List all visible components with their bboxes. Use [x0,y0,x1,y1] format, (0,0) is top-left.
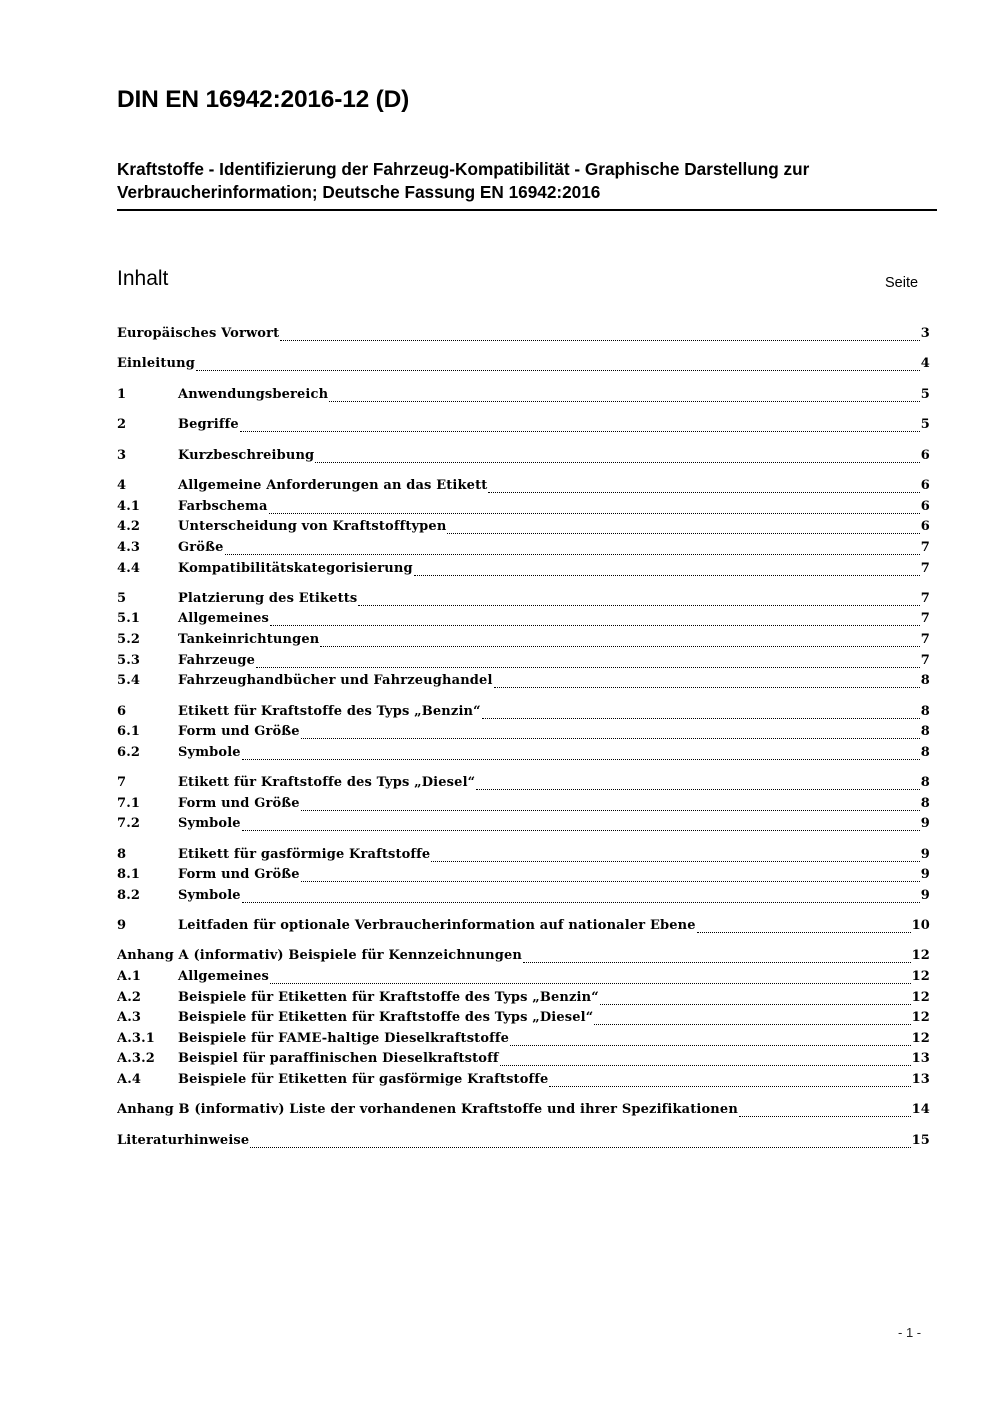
toc-dot-leader [329,400,920,402]
toc-entry-page: 6 [920,448,930,463]
toc-entry-number: 5.1 [117,611,141,626]
toc-dot-leader [594,1023,910,1025]
toc-entry[interactable] [117,888,930,908]
toc-entry-page: 8 [920,745,930,760]
toc-entry-page: 12 [911,1010,930,1025]
toc-dot-leader [270,624,920,626]
toc-entry-page: 6 [920,499,930,514]
toc-dot-leader [242,901,920,903]
toc-entry[interactable] [117,448,930,468]
toc-dot-leader [510,1044,911,1046]
toc-entry-page: 13 [911,1051,930,1066]
toc-entry-number: 6 [117,704,127,719]
toc-entry-title: Einleitung [117,356,195,371]
toc-dot-leader [739,1115,911,1117]
toc-entry-page: 7 [920,561,930,576]
toc-entry-number: 5.2 [117,632,141,647]
toc-entry-number: 9 [117,918,127,933]
toc-dot-leader [500,1064,911,1066]
toc-entry-title: Form und Größe [178,724,300,739]
toc-entry-number: 5.4 [117,673,141,688]
toc-entry-number: 5.3 [117,653,141,668]
toc-entry-title: Form und Größe [178,796,300,811]
toc-entry-title: Beispiele für FAME-haltige Dieselkraftstoffe [178,1031,510,1046]
toc-dot-leader [269,512,920,514]
toc-entry-title: Beispiele für Etiketten für gasförmige Kraftstoffe [178,1072,549,1087]
toc-entry-title: Literaturhinweise [117,1133,250,1148]
toc-entry-number: 6.2 [117,745,141,760]
toc-entry[interactable] [117,1102,930,1122]
toc-entry-number: 4.1 [117,499,141,514]
toc-dot-leader [315,461,920,463]
toc-entry-number: 8.1 [117,867,141,882]
toc-entry-title: Platzierung des Etiketts [178,591,358,606]
toc-dot-leader [242,829,920,831]
toc-entry-page: 9 [920,888,930,903]
toc-entry-number: 2 [117,417,127,432]
toc-entry-number: 5 [117,591,127,606]
toc-entry-title: Etikett für Kraftstoffe des Typs „Diesel“ [178,775,476,790]
toc-entry[interactable] [117,519,930,539]
toc-dot-leader [301,880,920,882]
toc-entry[interactable] [117,561,930,581]
toc-dot-leader [414,574,920,576]
toc-entry[interactable] [117,724,930,744]
toc-entry-title: Farbschema [178,499,268,514]
toc-dot-leader [301,737,920,739]
toc-entry-title: Etikett für Kraftstoffe des Typs „Benzin“ [178,704,481,719]
toc-entry-page: 7 [920,653,930,668]
toc-entry[interactable] [117,478,930,498]
toc-entry-page: 8 [920,724,930,739]
toc-entry-page: 7 [920,540,930,555]
toc-entry[interactable] [117,632,930,652]
toc-entry-number: A.3.2 [117,1051,155,1066]
toc-entry[interactable] [117,969,930,989]
document-subtitle: Kraftstoffe - Identifizierung der Fahrzeug-Kompatibilität - Graphische Darstellung zur Verbraucherinformation; Deutsche Fassung EN 16942:2016 [117,159,810,202]
toc-entry[interactable] [117,775,930,795]
toc-entry-number: 4.3 [117,540,141,555]
toc-dot-leader [549,1085,910,1087]
title-divider [117,209,937,211]
toc-entry[interactable] [117,1010,930,1030]
toc-entry-title: Symbole [178,745,241,760]
toc-entry-title: Form und Größe [178,867,300,882]
toc-entry-number: 8 [117,847,127,862]
toc-entry-page: 9 [920,867,930,882]
toc-entry[interactable] [117,673,930,693]
toc-heading: Inhalt [117,267,169,290]
toc-entry-title: Anwendungsbereich [178,387,329,402]
toc-entry[interactable] [117,387,930,407]
toc-entry[interactable] [117,704,930,724]
toc-entry-page: 6 [920,519,930,534]
page-number: - 1 - [898,1325,922,1340]
toc-dot-leader [250,1146,910,1148]
toc-dot-leader [320,645,919,647]
toc-entry-title: Anhang B (informativ) Liste der vorhandenen Kraftstoffe und ihrer Spezifikationen [117,1102,738,1117]
toc-entry-page: 8 [920,775,930,790]
toc-entry-title: Größe [178,540,224,555]
toc-entry-page: 4 [920,356,930,371]
toc-entry-title: Unterscheidung von Kraftstofftypen [178,519,447,534]
toc-entry-number: A.3.1 [117,1031,155,1046]
toc-entry[interactable] [117,611,930,631]
toc-entry-title: Allgemeine Anforderungen an das Etikett [178,478,488,493]
toc-entry-number: A.1 [117,969,142,984]
toc-entry[interactable] [117,326,930,346]
toc-dot-leader [242,758,920,760]
toc-entry-page: 12 [911,990,930,1005]
toc-entry[interactable] [117,1051,930,1071]
toc-entry-page: 6 [920,478,930,493]
toc-entry-number: 4.4 [117,561,141,576]
toc-entry-number: 7.2 [117,816,141,831]
toc-entry-page: 5 [920,417,930,432]
toc-entry[interactable] [117,867,930,887]
toc-entry[interactable] [117,1072,930,1092]
toc-entry-number: 4.2 [117,519,141,534]
toc-entry-title: Symbole [178,816,241,831]
toc-dot-leader [256,666,920,668]
toc-dot-leader [240,430,920,432]
toc-entry-title: Kurzbeschreibung [178,448,315,463]
toc-entry-page: 7 [920,591,930,606]
toc-entry-title: Beispiel für paraffinischen Dieselkraftstoff [178,1051,499,1066]
toc-entry-title: Kompatibilitätskategorisierung [178,561,413,576]
toc-page-column-label: Seite [885,275,919,291]
toc-dot-leader [476,788,920,790]
toc-entry-title: Begriffe [178,417,239,432]
toc-entry-title: Allgemeines [178,969,269,984]
toc-dot-leader [270,982,911,984]
toc-entry-number: A.4 [117,1072,142,1087]
toc-dot-leader [431,860,919,862]
toc-entry-page: 10 [911,918,930,933]
toc-entry[interactable] [117,796,930,816]
toc-dot-leader [280,339,920,341]
toc-entry-number: 8.2 [117,888,141,903]
toc-entry[interactable] [117,918,930,938]
toc-dot-leader [225,553,920,555]
toc-dot-leader [447,532,919,534]
toc-entry[interactable] [117,948,930,968]
toc-entry-title: Symbole [178,888,241,903]
toc-dot-leader [196,369,920,371]
toc-entry-page: 12 [911,1031,930,1046]
toc-dot-leader [600,1003,911,1005]
toc-entry-page: 12 [911,948,930,963]
toc-entry-title: Leitfaden für optionale Verbraucherinformation auf nationaler Ebene [178,918,696,933]
toc-entry[interactable] [117,540,930,560]
toc-dot-leader [301,809,920,811]
document-title: DIN EN 16942:2016-12 (D) [117,86,410,113]
toc-dot-leader [697,931,911,933]
toc-entry-number: 7.1 [117,796,141,811]
toc-entry-page: 8 [920,673,930,688]
toc-entry-page: 5 [920,387,930,402]
toc-entry-title: Allgemeines [178,611,269,626]
toc-entry-page: 8 [920,704,930,719]
toc-entry-page: 15 [911,1133,930,1148]
toc-entry-title: Etikett für gasförmige Kraftstoffe [178,847,431,862]
toc-entry-number: 6.1 [117,724,141,739]
toc-entry-page: 12 [911,969,930,984]
toc-entry-number: A.3 [117,1010,142,1025]
toc-entry-page: 14 [911,1102,930,1117]
toc-entry-page: 7 [920,611,930,626]
toc-dot-leader [358,604,919,606]
toc-entry[interactable] [117,591,930,611]
toc-entry[interactable] [117,417,930,437]
toc-entry[interactable] [117,1031,930,1051]
toc-entry[interactable] [117,653,930,673]
toc-entry-page: 9 [920,847,930,862]
toc-dot-leader [488,491,919,493]
toc-entry-title: Fahrzeuge [178,653,256,668]
toc-entry-number: 3 [117,448,127,463]
toc-entry[interactable] [117,499,930,519]
toc-entry[interactable] [117,847,930,867]
toc-entry-title: Tankeinrichtungen [178,632,320,647]
toc-entry[interactable] [117,1133,930,1153]
toc-entry-title: Beispiele für Etiketten für Kraftstoffe des Typs „Benzin“ [178,990,599,1005]
toc-entry[interactable] [117,816,930,836]
toc-entry-number: A.2 [117,990,142,1005]
toc-dot-leader [494,686,920,688]
toc-entry-title: Anhang A (informativ) Beispiele für Kennzeichnungen [117,948,523,963]
toc-entry-page: 3 [920,326,930,341]
toc-entry[interactable] [117,356,930,376]
toc-dot-leader [482,717,920,719]
toc-entry[interactable] [117,745,930,765]
toc-entry-page: 8 [920,796,930,811]
toc-entry-page: 9 [920,816,930,831]
toc-entry-page: 7 [920,632,930,647]
toc-entry-page: 13 [911,1072,930,1087]
toc-entry-title: Beispiele für Etiketten für Kraftstoffe des Typs „Diesel“ [178,1010,594,1025]
toc-entry-title: Europäisches Vorwort [117,326,280,341]
toc-entry-title: Fahrzeughandbücher und Fahrzeughandel [178,673,493,688]
toc-entry-number: 1 [117,387,127,402]
toc-entry-number: 4 [117,478,127,493]
toc-entry-number: 7 [117,775,127,790]
toc-dot-leader [523,961,911,963]
toc-entry[interactable] [117,990,930,1010]
